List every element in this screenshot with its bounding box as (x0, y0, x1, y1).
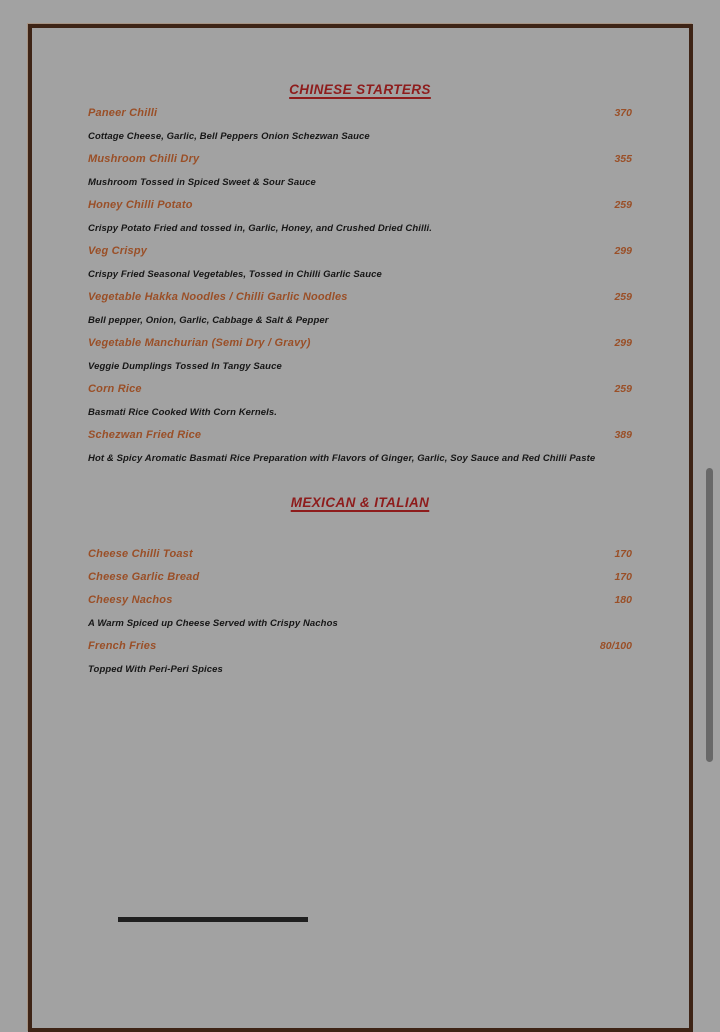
menu-item-row (88, 153, 632, 176)
menu-item-price: 299 (614, 245, 632, 257)
menu-item-price: 259 (614, 199, 632, 211)
menu-section (88, 496, 632, 686)
menu-item-row (88, 429, 632, 452)
menu-item-name: Cheese Chilli Toast (88, 548, 193, 560)
menu-item-description: Bell pepper, Onion, Garlic, Cabbage & Salt & Pepper (88, 315, 329, 326)
menu-item-price: 389 (614, 429, 632, 441)
menu-item-row (88, 245, 632, 268)
menu-content (88, 83, 632, 686)
menu-item-price: 355 (614, 153, 632, 165)
menu-item-description: Topped With Peri-Peri Spices (88, 664, 223, 675)
menu-item-description: Hot & Spicy Aromatic Basmati Rice Preparation with Flavors of Ginger, Garlic, Soy Sauce and Red Chilli Paste (88, 453, 596, 464)
menu-item-price: 170 (614, 548, 632, 560)
bottom-dark-bar (118, 917, 308, 922)
menu-item-description: Mushroom Tossed in Spiced Sweet & Sour Sauce (88, 177, 316, 188)
menu-item-row (88, 107, 632, 130)
menu-item-price: 80/100 (599, 640, 632, 652)
menu-section (88, 83, 632, 475)
menu-item-description: Veggie Dumplings Tossed In Tangy Sauce (88, 361, 282, 372)
menu-item-price: 259 (614, 291, 632, 303)
menu-item-name: Veg Crispy (88, 245, 148, 257)
menu-item-description: Cottage Cheese, Garlic, Bell Peppers Onion Schezwan Sauce (88, 131, 370, 142)
menu-item-name: Cheese Garlic Bread (88, 571, 200, 583)
menu-item-name: Mushroom Chilli Dry (88, 153, 200, 165)
menu-item-name: French Fries (88, 640, 157, 652)
menu-item-row (88, 594, 632, 617)
menu-item-description: Basmati Rice Cooked With Corn Kernels. (88, 407, 278, 418)
menu-item-name: Paneer Chilli (88, 107, 158, 119)
menu-item-row (88, 291, 632, 314)
menu-item-row (88, 548, 632, 571)
menu-item-row (88, 571, 632, 594)
menu-item-description: Crispy Fried Seasonal Vegetables, Tossed in Chilli Garlic Sauce (88, 269, 382, 280)
menu-item-price: 180 (614, 594, 632, 606)
menu-item-price: 299 (614, 337, 632, 349)
menu-item-name: Honey Chilli Potato (88, 199, 193, 211)
menu-item-price: 170 (614, 571, 632, 583)
menu-item-row (88, 383, 632, 406)
menu-item-name: Vegetable Hakka Noodles / Chilli Garlic Noodles (88, 291, 348, 303)
section-title: CHINESE STARTERS (289, 82, 431, 97)
menu-item-row (88, 199, 632, 222)
menu-item-description: A Warm Spiced up Cheese Served with Crispy Nachos (88, 618, 338, 629)
menu-item-name: Vegetable Manchurian (Semi Dry / Gravy) (88, 337, 311, 349)
menu-item-price: 370 (614, 107, 632, 119)
menu-item-name: Cheesy Nachos (88, 594, 173, 606)
menu-item-row (88, 640, 632, 663)
menu-item-name: Corn Rice (88, 383, 142, 395)
section-title: MEXICAN & ITALIAN (290, 495, 430, 510)
scrollbar-thumb[interactable] (706, 468, 713, 762)
menu-item-name: Schezwan Fried Rice (88, 429, 202, 441)
menu-item-row (88, 337, 632, 360)
menu-item-description: Crispy Potato Fried and tossed in, Garlic, Honey, and Crushed Dried Chilli. (88, 223, 432, 234)
menu-item-price: 259 (614, 383, 632, 395)
